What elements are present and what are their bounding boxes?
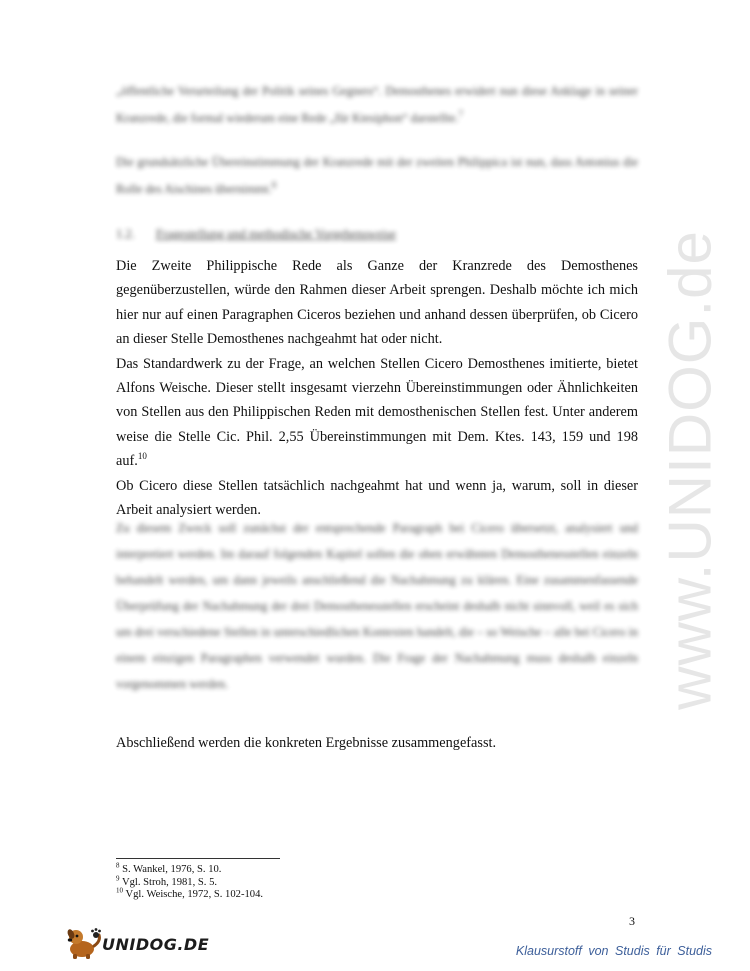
- footnote-9: $^9$ Vgl. Stroh, 1981, S. 5.: [116, 874, 218, 888]
- blurred-intro-paragraph-1: „öffentliche Verurteilung der Politik seines Gegners“. Demosthenes erwidert nun diese Anklage in seiner Kranzrede, die formal wiederum eine Rede „für Ktesiphon“ darstellte.$^7$: [116, 84, 638, 125]
- paw-icon: [90, 927, 102, 939]
- blurred-intro-paragraph-2: Die grundsätzliche Übereinstimmung der Kranzrede mit der zweiten Philippica ist nun, dass Antonius die Rolle des Aischines übernimmt.$^8$: [116, 155, 638, 196]
- footnote-ref-10: 10: [137, 451, 147, 462]
- body-paragraph-1: [116, 254, 638, 522]
- section-heading: [116, 225, 638, 243]
- unidog-logo[interactable]: [64, 927, 210, 961]
- footnote-separator: [116, 858, 280, 859]
- body-text-2: Das Standardwerk zu der Frage, an welchen Stellen Cicero Demosthenes imitierte, bietet Alfons Weische. Dieser stellt insgesamt vierzehn Übereinstimmungen oder Ähnlichkeiten von Stellen aus den Philippischen Reden mit demosthenischen Stellen fest. Unter anderem weise die Stelle Cic. Phil. 2,55 Übereinstimmungen mit Dem. Ktes. 143, 159 und 198 auf.$^{10}$: [116, 355, 638, 470]
- body-text-1: Die Zweite Philippische Rede als Ganze der Kranzrede des Demosthenes gegenüberzustellen, würde den Rahmen dieser Arbeit sprengen. Deshalb möchte ich mich hier nur auf einen Paragraphen Ciceros beziehen und anhand dessen überprüfen, ob Cicero an dieser Stelle Demosthenes nachgeahmt hat oder nicht.: [116, 258, 638, 348]
- watermark: www.UNIDOG.de: [656, 230, 724, 710]
- footnotes: [116, 861, 516, 902]
- footnote-8: $^8$ S. Wankel, 1976, S. 10.: [116, 861, 222, 875]
- section-number: 1.2.: [116, 227, 135, 241]
- footnote-10: $^{10}$ Vgl. Weische, 1972, S. 102-104.: [116, 886, 264, 901]
- page-number: 3: [629, 914, 635, 928]
- logo-text: UNIDOG.DE: [102, 935, 210, 954]
- body-text-3: Ob Cicero diese Stellen tatsächlich nachgeahmt hat und wenn ja, warum, soll in dieser Arbeit analysiert werden.: [116, 477, 638, 519]
- blurred-body-paragraph: Zu diesem Zweck soll zunächst der entsprechende Paragraph bei Cicero übersetzt, analysiert und interpretiert werden. Im darauf folgenden Kapitel sollen die oben erwähnten Demosthenesstellen einzeln behandelt werden, um dann jeweils anschließend die Nachahmung zu klären. Eine zusammenfassende Überprüfung der Nachahmung der drei Demosthenesstellen erscheint deshalb nicht sinnvoll, weil es sich um drei verschiedene Stellen in unterschiedlichen Kontexten handelt, die – so Weische – alle bei Cicero in einem einzigen Paragraphen verwendet wurden. Die Frage der Nachahmung muss deshalb einzeln vorgenommen werden.: [116, 521, 638, 691]
- tagline: Klausurstoff von Studis für Studis: [515, 944, 712, 958]
- closing-paragraph: Abschließend werden die konkreten Ergebnisse zusammengefasst.: [116, 735, 497, 751]
- section-title: Fragestellung und methodische Vorgehensweise: [156, 227, 396, 241]
